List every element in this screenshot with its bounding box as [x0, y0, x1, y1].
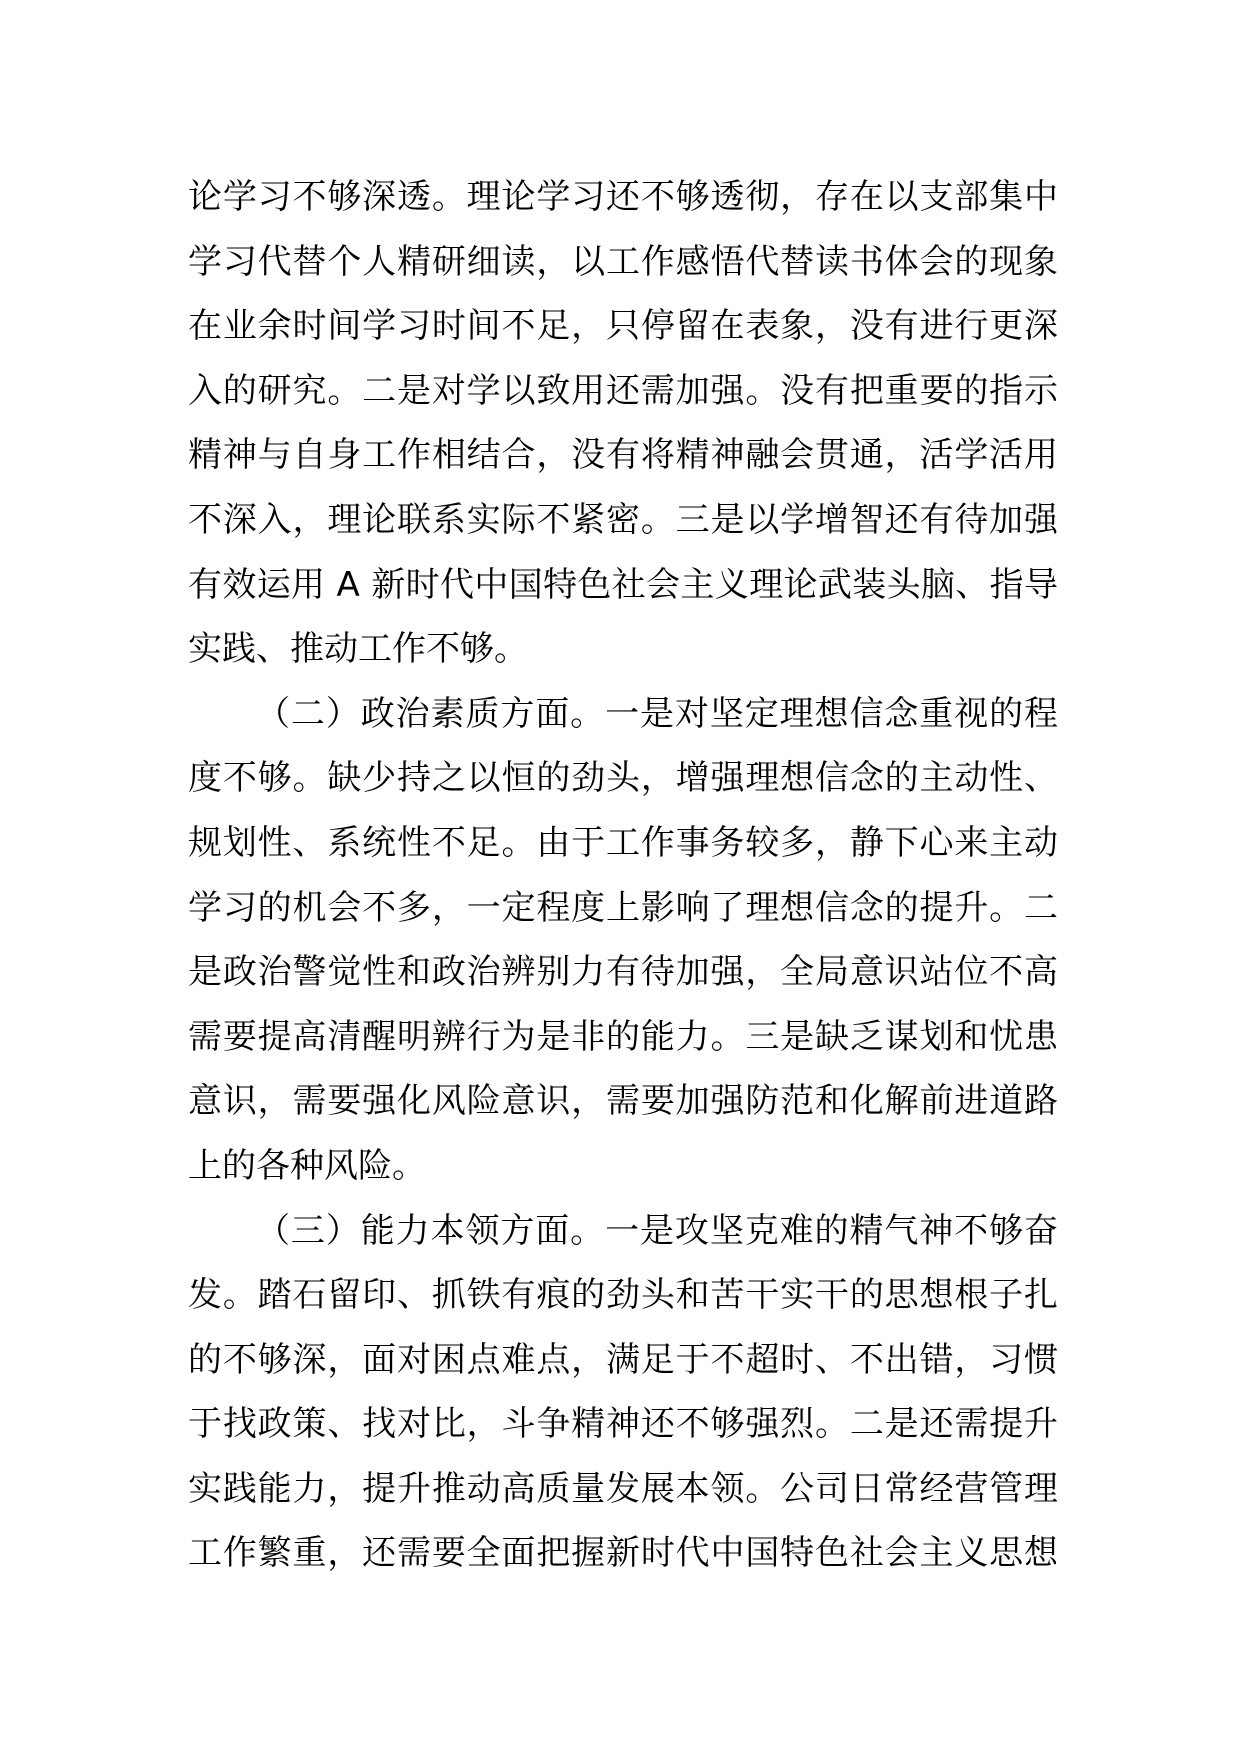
text-line: 精神与自身工作相结合，没有将精神融会贯通，活学活用: [188, 435, 1059, 476]
text-line: 发。踏石留印、抓铁有痕的劲头和苦干实干的思想根子扎: [188, 1275, 1059, 1316]
document-body: [188, 165, 1058, 1586]
text-line: 于找政策、找对比，斗争精神还不够强烈。二是还需提升: [188, 1404, 1059, 1445]
text-line: 是政治警觉性和政治辨别力有待加强，全局意识站位不高: [188, 952, 1059, 993]
text-line: 有效运用 A 新时代中国特色社会主义理论武装头脑、指导: [188, 564, 1059, 605]
text-line: 不深入，理论联系实际不紧密。三是以学增智还有待加强: [188, 499, 1059, 540]
text-line: 的不够深，面对困点难点，满足于不超时、不出错，习惯: [188, 1339, 1059, 1380]
text-line: 规划性、系统性不足。由于工作事务较多，静下心来主动: [188, 822, 1059, 863]
text-line: （二）政治素质方面。一是对坚定理想信念重视的程: [256, 693, 1059, 734]
text-line: 学习的机会不多，一定程度上影响了理想信念的提升。二: [188, 887, 1059, 928]
text-line: 需要提高清醒明辨行为是非的能力。三是缺乏谋划和忧患: [188, 1016, 1059, 1057]
text-line: 意识，需要强化风险意识，需要加强防范和化解前进道路: [188, 1081, 1059, 1122]
text-line: 工作繁重，还需要全面把握新时代中国特色社会主义思想: [188, 1533, 1059, 1574]
text-line: 实践能力，提升推动高质量发展本领。公司日常经营管理: [188, 1468, 1059, 1509]
text-line: 实践、推动工作不够。: [188, 629, 528, 670]
text-line: （三）能力本领方面。一是攻坚克难的精气神不够奋: [256, 1210, 1059, 1251]
text-line: 上的各种风险。: [188, 1145, 426, 1186]
text-line: 度不够。缺少持之以恒的劲头，增强理想信念的主动性、: [188, 758, 1059, 799]
text-line: 论学习不够深透。理论学习还不够透彻，存在以支部集中: [188, 177, 1059, 217]
text-line: 入的研究。二是对学以致用还需加强。没有把重要的指示: [188, 370, 1059, 411]
text-line: 在业余时间学习时间不足，只停留在表象，没有进行更深: [188, 306, 1059, 347]
text-line: 学习代替个人精研细读，以工作感悟代替读书体会的现象: [188, 241, 1059, 282]
